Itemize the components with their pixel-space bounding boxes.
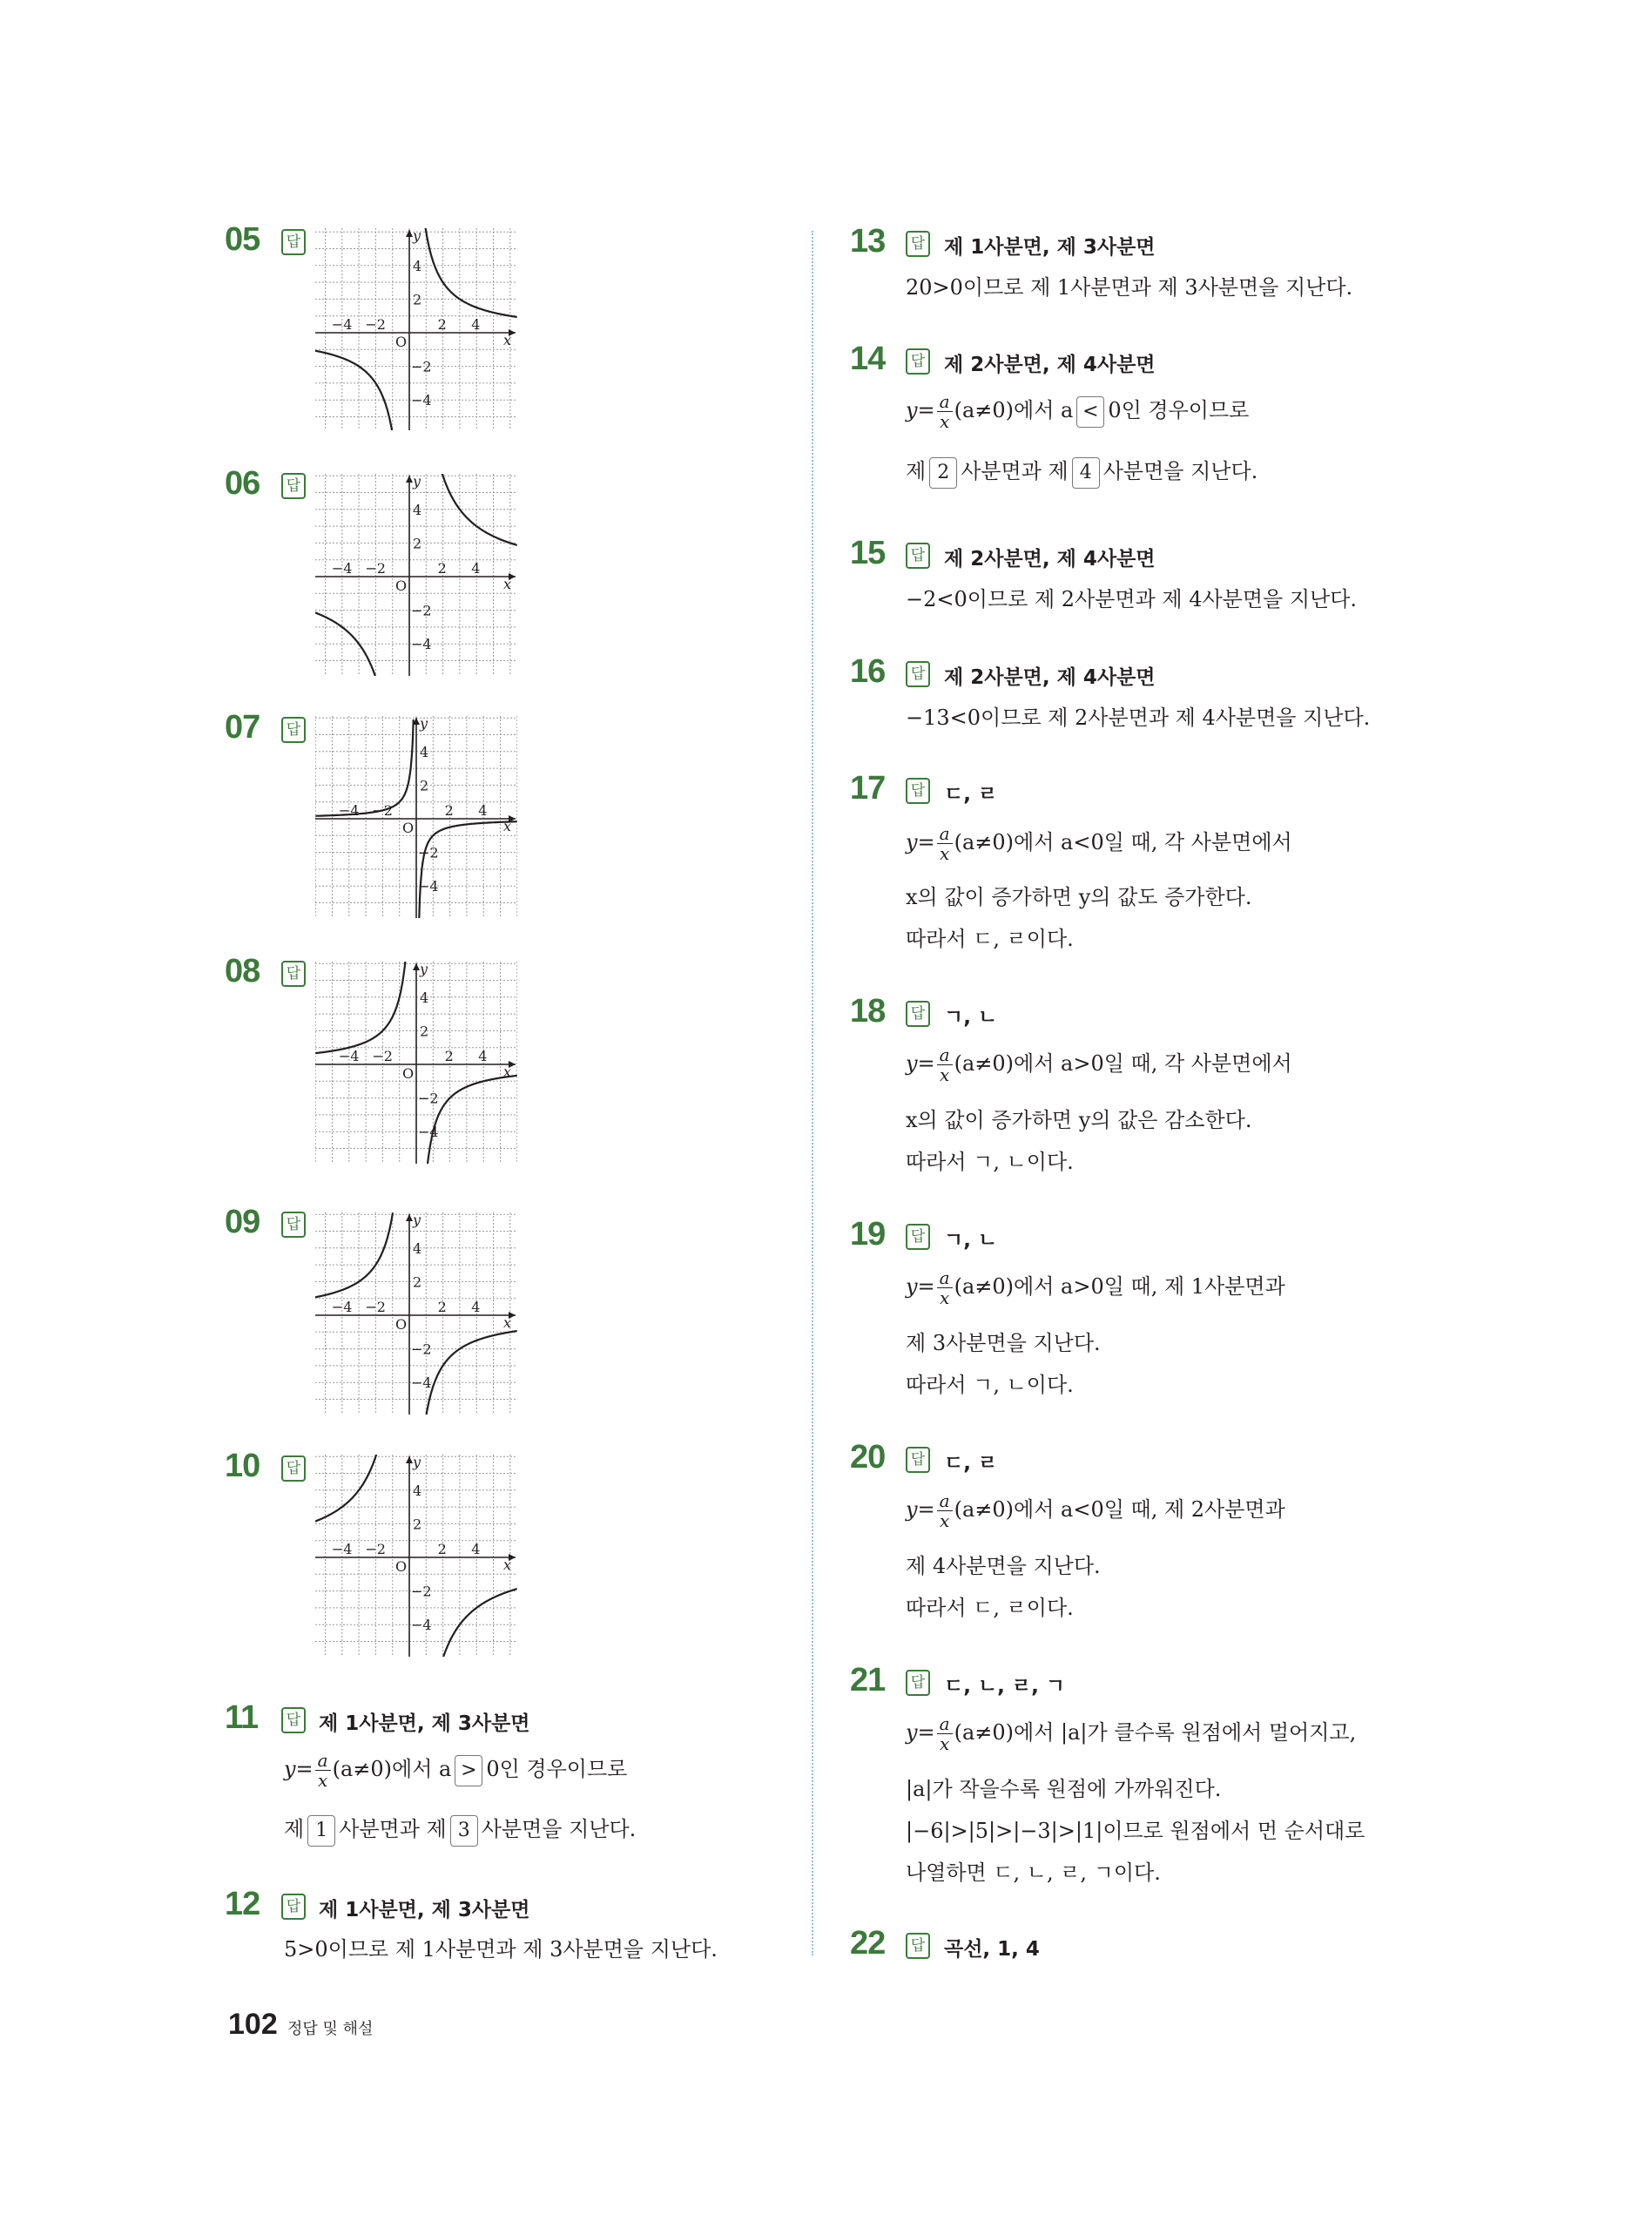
problem-number: 09 bbox=[225, 1204, 260, 1240]
explanation-line bbox=[906, 824, 1292, 863]
explanation-line: x의 값이 증가하면 y의 값도 증가한다. bbox=[906, 885, 1252, 909]
tick-label: 2 bbox=[444, 802, 454, 819]
tick-label: 4 bbox=[471, 560, 481, 577]
tick-label: −4 bbox=[338, 1048, 360, 1064]
answer-box: > bbox=[455, 1755, 482, 1786]
hyperbola-branch bbox=[428, 1076, 517, 1164]
explanation-line bbox=[906, 392, 1249, 431]
tick-label: −4 bbox=[418, 1124, 439, 1141]
tick-label: −2 bbox=[411, 358, 432, 375]
y-axis-arrow-icon bbox=[406, 1456, 413, 1463]
tick-label: −2 bbox=[418, 844, 439, 861]
y-axis-arrow-icon bbox=[406, 476, 413, 483]
answer-text: ㄱ, ㄴ bbox=[944, 1006, 998, 1029]
origin-label: O bbox=[395, 577, 408, 594]
tick-label: −4 bbox=[331, 316, 353, 333]
problem-number: 07 bbox=[225, 709, 260, 746]
tick-label: −2 bbox=[411, 1583, 432, 1600]
answer-badge: 답 bbox=[906, 778, 930, 804]
hyperbola-branch bbox=[426, 228, 517, 317]
problem-number: 06 bbox=[225, 465, 260, 502]
problem-number: 20 bbox=[850, 1439, 886, 1476]
fraction-denominator: x bbox=[940, 1064, 950, 1085]
x-axis-label: x bbox=[503, 576, 512, 592]
answer-text: 제 1사분면, 제 3사분면 bbox=[319, 1712, 530, 1735]
problem-number: 18 bbox=[850, 993, 886, 1030]
tick-label: −2 bbox=[372, 802, 393, 819]
tick-label: 4 bbox=[413, 1482, 422, 1499]
problem-number: 11 bbox=[225, 1699, 259, 1736]
tick-label: −4 bbox=[331, 1299, 353, 1315]
answer-text: ㄷ, ㄴ, ㄹ, ㄱ bbox=[944, 1675, 1066, 1698]
text: (a≠0)에서 a bbox=[332, 1757, 452, 1781]
tick-label: −2 bbox=[365, 1541, 386, 1557]
formula-lhs: y= bbox=[906, 830, 935, 854]
tick-label: 4 bbox=[420, 743, 429, 760]
answer-box: 1 bbox=[307, 1815, 335, 1847]
answer-badge: 답 bbox=[906, 1224, 930, 1250]
column-divider bbox=[812, 231, 813, 1955]
problem-number: 15 bbox=[850, 535, 886, 571]
tick-label: −2 bbox=[411, 602, 432, 619]
text: (a≠0)에서 a>0일 때, 각 사분면에서 bbox=[954, 1051, 1292, 1076]
fraction-denominator: x bbox=[940, 1510, 950, 1531]
fraction-numerator: a bbox=[937, 1045, 953, 1065]
hyperbola-branch bbox=[315, 962, 405, 1053]
hyperbola-branch bbox=[443, 1589, 517, 1657]
answer-badge: 답 bbox=[906, 1933, 930, 1959]
hyperbola-branch bbox=[315, 612, 375, 676]
tick-label: 2 bbox=[444, 1048, 454, 1064]
hyperbola-branch bbox=[315, 351, 392, 430]
x-axis-label: x bbox=[503, 818, 512, 834]
y-axis-label: y bbox=[420, 716, 428, 732]
text: 사분면을 지난다. bbox=[1102, 459, 1258, 483]
answer-text: 제 1사분면, 제 3사분면 bbox=[944, 236, 1156, 259]
tick-label: 4 bbox=[471, 316, 481, 333]
text: 0인 경우이므로 bbox=[1108, 398, 1250, 422]
hyperbola-branch bbox=[315, 719, 413, 816]
answer-badge: 답 bbox=[906, 1001, 930, 1027]
fraction bbox=[937, 824, 953, 863]
footer-title: 정답 및 해설 bbox=[287, 2020, 374, 2038]
text: 제 bbox=[284, 1817, 305, 1841]
text: 사분면과 제 bbox=[961, 459, 1069, 483]
y-axis-label: y bbox=[413, 474, 421, 490]
formula-lhs: y= bbox=[906, 1497, 935, 1522]
problem-number: 10 bbox=[225, 1448, 260, 1484]
text: (a≠0)에서 a<0일 때, 각 사분면에서 bbox=[954, 830, 1292, 854]
explanation-line: 따라서 ㄷ, ㄹ이다. bbox=[906, 927, 1074, 951]
tick-label: −4 bbox=[411, 636, 432, 653]
answer-text: 곡선, 1, 4 bbox=[944, 1938, 1040, 1961]
y-axis-arrow-icon bbox=[406, 1214, 413, 1221]
tick-label: 2 bbox=[437, 1299, 447, 1315]
explanation-line bbox=[284, 1812, 636, 1847]
origin-label: O bbox=[402, 820, 415, 836]
hyperbola-branch bbox=[315, 1212, 393, 1297]
y-axis-label: y bbox=[413, 1455, 421, 1470]
tick-label: −2 bbox=[372, 1048, 393, 1064]
text: (a≠0)에서 a<0일 때, 제 2사분면과 bbox=[954, 1497, 1285, 1522]
problem-number: 17 bbox=[850, 770, 886, 807]
formula-lhs: y= bbox=[284, 1757, 314, 1781]
answer-badge: 답 bbox=[906, 661, 930, 687]
fraction bbox=[937, 1491, 953, 1530]
answer-badge: 답 bbox=[281, 473, 306, 499]
tick-label: −4 bbox=[411, 1374, 432, 1392]
y-axis-label: y bbox=[420, 962, 428, 977]
fraction-denominator: x bbox=[940, 1733, 950, 1754]
problem-number: 22 bbox=[850, 1925, 886, 1962]
tick-label: 4 bbox=[420, 989, 429, 1006]
x-axis-label: x bbox=[503, 1064, 512, 1080]
tick-label: 4 bbox=[413, 501, 422, 518]
hyperbola-branch bbox=[419, 821, 516, 918]
explanation-line bbox=[906, 1714, 1356, 1753]
tick-label: 2 bbox=[413, 1273, 422, 1291]
explanation-line: |a|가 작을수록 원점에 가까워진다. bbox=[906, 1777, 1222, 1801]
tick-label: −4 bbox=[411, 1617, 432, 1634]
explanation-line bbox=[906, 1045, 1292, 1084]
y-axis-arrow-icon bbox=[413, 963, 420, 970]
explanation-line: 나열하면 ㄷ, ㄴ, ㄹ, ㄱ이다. bbox=[906, 1860, 1161, 1885]
answer-badge: 답 bbox=[906, 348, 930, 375]
graph-07 bbox=[315, 716, 517, 918]
answer-text: ㄱ, ㄴ bbox=[944, 1229, 998, 1252]
fraction-numerator: a bbox=[937, 1714, 953, 1734]
answer-text: ㄷ, ㄹ bbox=[944, 783, 998, 806]
tick-label: 4 bbox=[471, 1299, 481, 1315]
fraction bbox=[937, 392, 953, 431]
fraction-numerator: a bbox=[937, 1268, 953, 1288]
tick-label: 2 bbox=[437, 560, 447, 577]
formula-lhs: y= bbox=[906, 1274, 935, 1299]
graph-05 bbox=[315, 228, 517, 430]
problem-number: 13 bbox=[850, 223, 886, 260]
answer-text: 제 2사분면, 제 4사분면 bbox=[944, 354, 1156, 376]
explanation-line bbox=[906, 1491, 1285, 1530]
explanation-line bbox=[906, 454, 1258, 489]
answer-text: ㄷ, ㄹ bbox=[944, 1452, 998, 1475]
tick-label: −2 bbox=[365, 1299, 386, 1315]
problem-number: 12 bbox=[225, 1886, 260, 1922]
x-axis-label: x bbox=[503, 1314, 512, 1331]
explanation-line: 제 4사분면을 지난다. bbox=[906, 1554, 1101, 1578]
answer-badge: 답 bbox=[906, 1447, 930, 1473]
answer-badge: 답 bbox=[281, 1707, 306, 1733]
answer-box: < bbox=[1076, 396, 1104, 428]
answer-badge: 답 bbox=[281, 1212, 306, 1238]
answer-box: 3 bbox=[450, 1815, 478, 1847]
answer-box: 4 bbox=[1072, 457, 1100, 489]
tick-label: 2 bbox=[413, 1516, 422, 1533]
tick-label: −2 bbox=[365, 316, 386, 333]
answer-badge: 답 bbox=[906, 543, 930, 569]
tick-label: −4 bbox=[338, 802, 360, 819]
explanation-line: |−6|>|5|>|−3|>|1|이므로 원점에서 먼 순서대로 bbox=[906, 1819, 1365, 1843]
origin-label: O bbox=[402, 1065, 415, 1082]
fraction-denominator: x bbox=[318, 1770, 328, 1791]
answer-box: 2 bbox=[929, 457, 957, 489]
tick-label: −2 bbox=[411, 1340, 432, 1358]
origin-label: O bbox=[395, 1316, 408, 1333]
answer-badge: 답 bbox=[906, 1670, 930, 1696]
fraction-numerator: a bbox=[315, 1751, 331, 1771]
origin-label: O bbox=[395, 1558, 408, 1575]
tick-label: −4 bbox=[411, 392, 432, 409]
problem-number: 05 bbox=[225, 221, 260, 258]
tick-label: 4 bbox=[478, 1048, 488, 1064]
explanation-line: 따라서 ㄷ, ㄹ이다. bbox=[906, 1596, 1074, 1620]
explanation-line: 5>0이므로 제 1사분면과 제 3사분면을 지난다. bbox=[284, 1937, 718, 1962]
tick-label: 2 bbox=[437, 316, 447, 333]
graph-06 bbox=[315, 474, 517, 676]
text: 0인 경우이므로 bbox=[486, 1757, 628, 1781]
fraction bbox=[315, 1751, 331, 1790]
fraction-denominator: x bbox=[940, 1287, 950, 1308]
fraction bbox=[937, 1714, 953, 1753]
text: 제 bbox=[906, 459, 927, 483]
explanation-line: 따라서 ㄱ, ㄴ이다. bbox=[906, 1150, 1074, 1174]
text: 사분면을 지난다. bbox=[481, 1817, 637, 1841]
fraction bbox=[937, 1268, 953, 1307]
fraction-numerator: a bbox=[937, 824, 953, 844]
answer-badge: 답 bbox=[281, 229, 306, 255]
tick-label: 4 bbox=[413, 257, 422, 274]
origin-label: O bbox=[395, 334, 408, 350]
answer-badge: 답 bbox=[281, 1894, 306, 1920]
text: (a≠0)에서 a bbox=[954, 398, 1074, 422]
fraction-denominator: x bbox=[940, 411, 950, 432]
explanation-line bbox=[906, 1268, 1285, 1307]
graph-08 bbox=[315, 962, 517, 1164]
explanation-line bbox=[284, 1751, 627, 1790]
answer-text: 제 2사분면, 제 4사분면 bbox=[944, 666, 1156, 689]
formula-lhs: y= bbox=[906, 398, 935, 422]
tick-label: 4 bbox=[413, 1239, 422, 1257]
fraction-denominator: x bbox=[940, 843, 950, 864]
answer-badge: 답 bbox=[281, 961, 306, 987]
tick-label: 2 bbox=[413, 291, 422, 308]
tick-label: 2 bbox=[420, 1023, 429, 1040]
text: (a≠0)에서 |a|가 클수록 원점에서 멀어지고, bbox=[954, 1720, 1357, 1745]
y-axis-arrow-icon bbox=[406, 230, 413, 237]
formula-lhs: y= bbox=[906, 1720, 935, 1745]
answer-badge: 답 bbox=[281, 1455, 306, 1482]
fraction bbox=[937, 1045, 953, 1084]
tick-label: −4 bbox=[331, 1541, 353, 1557]
problem-number: 16 bbox=[850, 653, 886, 690]
tick-label: 4 bbox=[478, 802, 488, 819]
tick-label: −2 bbox=[418, 1090, 439, 1107]
problem-number: 14 bbox=[850, 341, 886, 377]
hyperbola-branch bbox=[426, 1331, 516, 1415]
tick-label: 2 bbox=[420, 777, 429, 794]
page-number: 102 bbox=[228, 2008, 278, 2041]
problem-number: 19 bbox=[850, 1216, 886, 1253]
tick-label: −4 bbox=[418, 878, 439, 895]
explanation-line: 제 3사분면을 지난다. bbox=[906, 1331, 1101, 1355]
tick-label: 2 bbox=[413, 535, 422, 552]
answer-badge: 답 bbox=[906, 231, 930, 257]
tick-label: 2 bbox=[437, 1541, 447, 1557]
x-axis-label: x bbox=[503, 1557, 512, 1573]
answer-badge: 답 bbox=[281, 717, 306, 743]
answer-text: 제 2사분면, 제 4사분면 bbox=[944, 548, 1156, 571]
x-axis-label: x bbox=[503, 332, 512, 348]
tick-label: −4 bbox=[331, 560, 353, 577]
tick-label: −2 bbox=[365, 560, 386, 577]
explanation-line: 따라서 ㄱ, ㄴ이다. bbox=[906, 1373, 1074, 1397]
explanation-line: −2<0이므로 제 2사분면과 제 4사분면을 지난다. bbox=[906, 587, 1358, 611]
problem-number: 08 bbox=[225, 953, 260, 989]
explanation-line: 20>0이므로 제 1사분면과 제 3사분면을 지난다. bbox=[906, 275, 1353, 300]
explanation-line: −13<0이므로 제 2사분면과 제 4사분면을 지난다. bbox=[906, 706, 1371, 730]
graph-09 bbox=[315, 1212, 517, 1415]
text: 사분면과 제 bbox=[339, 1817, 447, 1841]
hyperbola-branch bbox=[315, 1455, 377, 1522]
y-axis-label: y bbox=[413, 1212, 421, 1228]
formula-lhs: y= bbox=[906, 1051, 935, 1076]
fraction-numerator: a bbox=[937, 1491, 953, 1511]
fraction-numerator: a bbox=[937, 392, 953, 412]
graph-10 bbox=[315, 1455, 517, 1657]
explanation-line: x의 값이 증가하면 y의 값은 감소한다. bbox=[906, 1108, 1252, 1132]
answer-text: 제 1사분면, 제 3사분면 bbox=[319, 1899, 530, 1921]
text: (a≠0)에서 a>0일 때, 제 1사분면과 bbox=[954, 1274, 1285, 1299]
y-axis-label: y bbox=[413, 228, 421, 244]
tick-label: 4 bbox=[471, 1541, 481, 1557]
problem-number: 21 bbox=[850, 1662, 886, 1698]
